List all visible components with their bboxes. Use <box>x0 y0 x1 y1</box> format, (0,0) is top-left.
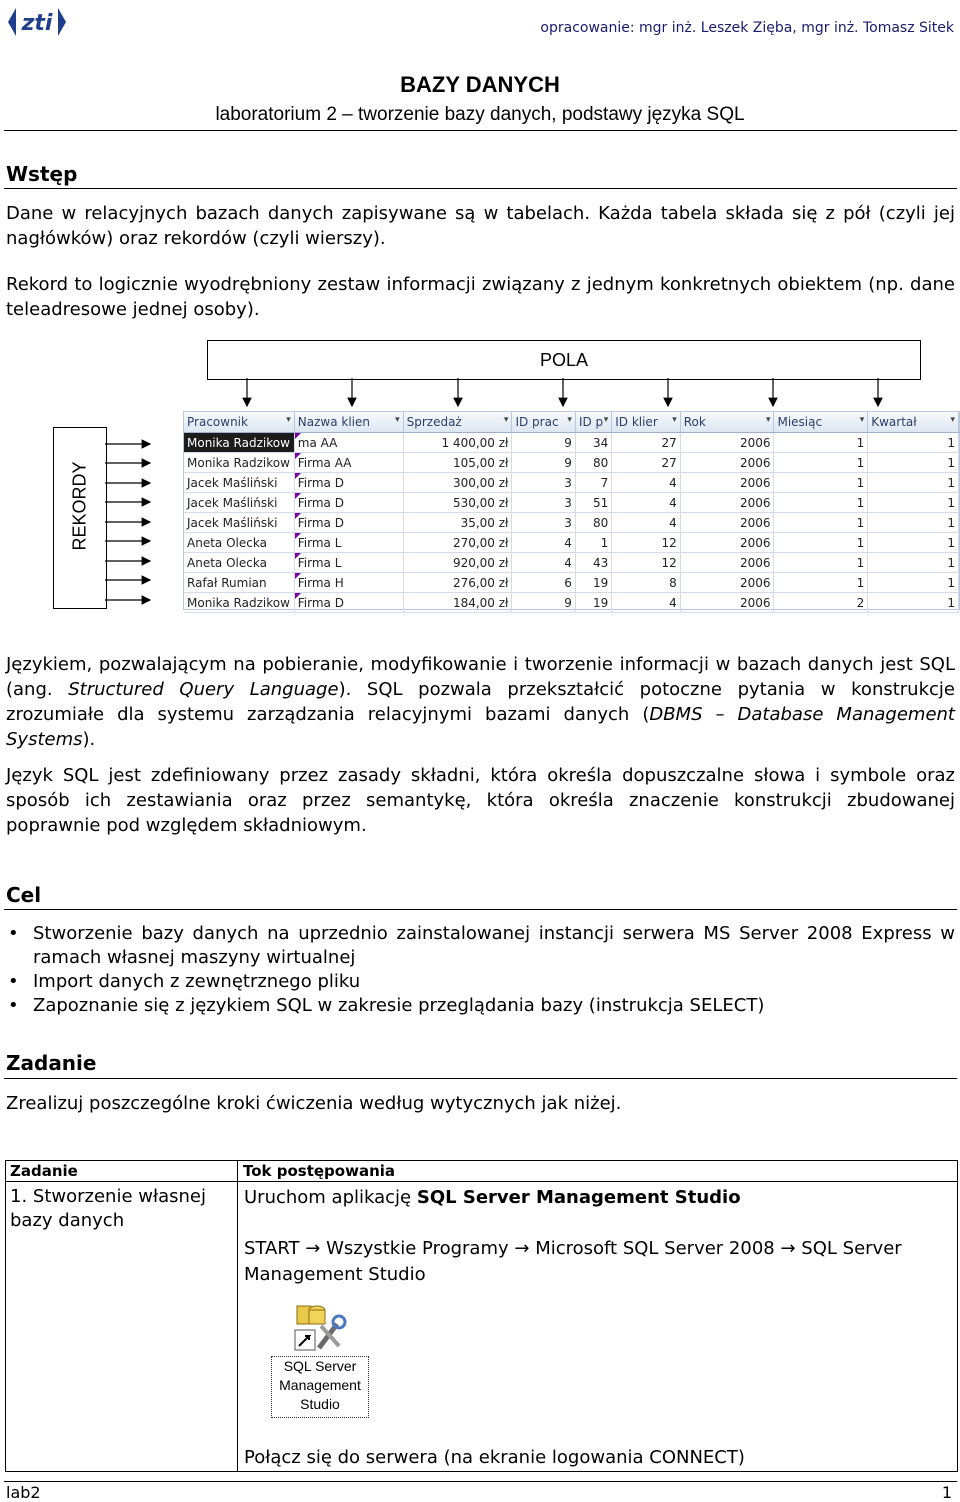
grid-cell[interactable]: 35,00 zł <box>403 513 512 533</box>
ssms-shortcut-label[interactable]: SQL Server Management Studio <box>271 1356 369 1418</box>
grid-cell[interactable]: 3 <box>512 513 575 533</box>
ssms-icon <box>293 1304 349 1354</box>
grid-cell[interactable]: 184,00 zł <box>403 593 512 613</box>
grid-cell[interactable]: 1 <box>774 573 868 593</box>
step-launch-ssms <box>244 1185 944 1211</box>
grid-cell[interactable]: Firma H <box>294 573 403 593</box>
sample-data-grid <box>183 411 960 610</box>
text-span: ). SQL pozwala przekształcić potoczne pytania w konstrukcje zrozumiałe dla systemu zarządzania relacyjnymi bazami danych ( <box>6 679 955 725</box>
grid-cell[interactable]: 1 <box>868 533 959 553</box>
grid-cell[interactable]: 2006 <box>680 513 774 533</box>
grid-cell[interactable]: 27 <box>612 433 681 453</box>
section-divider <box>4 188 957 189</box>
grid-cell[interactable]: Firma L <box>294 553 403 573</box>
grid-cell[interactable]: 530,00 zł <box>403 493 512 513</box>
section-divider <box>4 909 957 910</box>
grid-cell[interactable]: 1 <box>868 473 959 493</box>
grid-cell[interactable]: 2006 <box>680 433 774 453</box>
table-header-line <box>6 1181 957 1182</box>
lookup-marker-icon <box>295 473 301 479</box>
grid-cell[interactable]: 1 <box>774 473 868 493</box>
italic-term: Structured Query Language <box>68 679 339 700</box>
section-heading-cel: Cel <box>6 883 42 907</box>
grid-cell[interactable]: 12 <box>612 533 681 553</box>
footer-divider <box>4 1481 957 1482</box>
grid-cell[interactable]: 1 <box>868 553 959 573</box>
grid-cell[interactable]: 2006 <box>680 473 774 493</box>
grid-cell[interactable]: 51 <box>575 493 611 513</box>
grid-row[interactable] <box>184 593 959 613</box>
grid-row[interactable] <box>184 513 959 533</box>
grid-cell[interactable]: 4 <box>512 553 575 573</box>
lookup-marker-icon <box>295 593 301 599</box>
grid-row[interactable] <box>184 533 959 553</box>
grid-cell[interactable]: Rafał Rumian <box>184 573 294 593</box>
page-title: BAZY DANYCH <box>400 72 560 97</box>
grid-cell[interactable]: 2006 <box>680 453 774 473</box>
grid-cell[interactable]: 43 <box>575 553 611 573</box>
paragraph: Język SQL jest zdefiniowany przez zasady składni, która określa dopuszczalne słowa i symbole oraz sposób ich zestawiania oraz przez semantykę, która określa znaczenie konstrukcji zbudowanej poprawnie pod względem składniowym. <box>6 765 955 836</box>
grid-cell[interactable]: 3 <box>512 473 575 493</box>
goal-item: • Stworzenie bazy danych na uprzednio zainstalowanej instancji serwera MS Server 2008 Express w ramach własnej maszyny wirtualnej <box>6 922 955 970</box>
page-subtitle: laboratorium 2 – tworzenie bazy danych, podstawy języka SQL <box>215 104 745 125</box>
grid-cell[interactable]: 6 <box>512 573 575 593</box>
grid-cell[interactable]: 2006 <box>680 493 774 513</box>
goals-list <box>6 922 955 1018</box>
paragraph: Zrealizuj poszczególne kroki ćwiczenia według wytycznych jak niżej. <box>6 1093 622 1114</box>
grid-cell[interactable]: Jacek Maśliński <box>184 493 294 513</box>
grid-cell[interactable]: 2006 <box>680 553 774 573</box>
grid-cell[interactable]: Firma D <box>294 493 403 513</box>
grid-cell[interactable]: Jacek Maśliński <box>184 473 294 493</box>
grid-row[interactable] <box>184 453 959 473</box>
grid-cell[interactable]: 1 <box>575 533 611 553</box>
zti-logo-graphic <box>6 6 68 38</box>
text-span: Językiem, pozwalającym na pobieranie, modyfikowanie i tworzenie informacji w bazach danych jest SQL (ang. <box>6 654 955 700</box>
arrow-icon: → <box>514 1238 530 1259</box>
task-table <box>5 1160 958 1472</box>
grid-row[interactable] <box>184 553 959 573</box>
grid-row[interactable] <box>184 473 959 493</box>
grid-cell[interactable]: 1 <box>774 493 868 513</box>
field-arrows <box>247 378 878 406</box>
grid-column-header[interactable]: ID p ▾ <box>575 412 611 433</box>
path-item: SQL Server Management Studio <box>244 1238 902 1285</box>
grid-cell[interactable]: 300,00 zł <box>403 473 512 493</box>
step-connect: Połącz się do serwera (na ekranie logowania CONNECT) <box>244 1447 745 1468</box>
arrow-icon: → <box>305 1238 321 1259</box>
lookup-marker-icon <box>295 513 301 519</box>
paragraph-sql-intro <box>6 652 955 752</box>
grid-row[interactable] <box>184 433 959 453</box>
step-text: Uruchom aplikację <box>244 1187 417 1208</box>
lookup-marker-icon <box>295 573 301 579</box>
record-arrows <box>105 444 150 600</box>
grid-column-header[interactable]: ID klier ▾ <box>612 412 681 433</box>
grid-cell[interactable]: Jacek Maśliński <box>184 513 294 533</box>
grid-cell[interactable]: 12 <box>612 553 681 573</box>
grid-cell[interactable]: 4 <box>612 493 681 513</box>
grid-column-header[interactable]: Sprzedaż ▾ <box>403 412 512 433</box>
grid-cell[interactable]: 4 <box>612 473 681 493</box>
fields-label-box <box>207 340 921 380</box>
goal-item: • Import danych z zewnętrznego pliku <box>6 970 955 994</box>
path-item: Microsoft SQL Server 2008 <box>535 1238 775 1259</box>
grid-cell[interactable]: 1 <box>868 453 959 473</box>
grid-cell[interactable]: 1 <box>868 513 959 533</box>
grid-cell[interactable]: Firma AA <box>294 453 403 473</box>
grid-cell[interactable]: 80 <box>575 513 611 533</box>
grid-cell[interactable]: Firma D <box>294 513 403 533</box>
authors: opracowanie: mgr inż. Leszek Zięba, mgr inż. Tomasz Sitek <box>540 20 954 36</box>
grid-cell[interactable]: 34 <box>575 433 611 453</box>
grid-cell[interactable]: 1 <box>774 513 868 533</box>
lookup-marker-icon <box>295 453 301 459</box>
grid-column-header[interactable]: Miesiąc ▾ <box>774 412 868 433</box>
grid-cell[interactable]: Aneta Olecka <box>184 553 294 573</box>
grid-column-header[interactable]: Nazwa klien ▾ <box>294 412 403 433</box>
grid-cell[interactable]: 1 <box>774 553 868 573</box>
grid-cell[interactable]: 80 <box>575 453 611 473</box>
section-divider <box>4 1078 957 1079</box>
grid-cell[interactable]: 27 <box>612 453 681 473</box>
grid-cell[interactable]: Firma D <box>294 593 403 613</box>
title-divider <box>4 130 957 131</box>
goal-item: • Zapoznanie się z językiem SQL w zakresie przeglądania bazy (instrukcja SELECT) <box>6 994 955 1018</box>
records-label: REKORDY <box>69 461 90 551</box>
fields-label: POLA <box>539 350 589 370</box>
section-heading-wstep: Wstęp <box>6 162 78 186</box>
grid-cell[interactable]: 9 <box>512 593 575 613</box>
path-item: Wszystkie Programy <box>326 1238 509 1259</box>
grid-cell[interactable]: ma AA <box>294 433 403 453</box>
grid-cell[interactable]: 9 <box>512 453 575 473</box>
page-number: 1 <box>941 1483 952 1502</box>
grid-cell[interactable]: 2006 <box>680 533 774 553</box>
grid-column-header[interactable]: ID prac ▾ <box>512 412 575 433</box>
grid-cell[interactable]: 3 <box>512 493 575 513</box>
arrow-icon: → <box>780 1238 796 1259</box>
grid-cell[interactable]: 1 <box>774 433 868 453</box>
app-name: SQL Server Management Studio <box>416 1187 741 1208</box>
grid-cell[interactable]: Aneta Olecka <box>184 533 294 553</box>
grid-cell[interactable]: 1 <box>868 573 959 593</box>
start-menu-path <box>244 1236 944 1288</box>
grid-column-header[interactable]: Rok ▾ <box>680 412 774 433</box>
table-header-procedure: Tok postępowania <box>243 1162 396 1180</box>
grid-cell[interactable]: 9 <box>512 433 575 453</box>
paragraph: Dane w relacyjnych bazach danych zapisywane są w tabelach. Każda tabela składa się z pół (czyli jej nagłówków) oraz rekordów (czyli wierszy). <box>6 203 955 249</box>
zti-logo-text: zti <box>21 11 53 36</box>
section-heading-zadanie: Zadanie <box>6 1051 97 1075</box>
grid-cell[interactable]: 1 400,00 zł <box>403 433 512 453</box>
grid-cell[interactable]: 1 <box>868 593 959 613</box>
zti-logo <box>6 6 68 38</box>
text-span: ). <box>82 729 96 750</box>
lookup-marker-icon <box>295 493 301 499</box>
grid-cell[interactable]: 2006 <box>680 593 774 613</box>
grid-cell[interactable]: 920,00 zł <box>403 553 512 573</box>
grid-cell[interactable]: 19 <box>575 593 611 613</box>
lookup-marker-icon <box>295 553 301 559</box>
grid-column-header[interactable]: Kwartał ▾ <box>868 412 959 433</box>
grid-header-row <box>184 412 959 433</box>
grid-cell[interactable]: 19 <box>575 573 611 593</box>
ssms-shortcut-icon[interactable] <box>293 1304 349 1359</box>
grid-row[interactable] <box>184 573 959 593</box>
grid-cell[interactable]: 276,00 zł <box>403 573 512 593</box>
grid-cell[interactable]: Monika Radzikow <box>184 593 294 613</box>
grid-cell[interactable]: 8 <box>612 573 681 593</box>
footer-lab-label: lab2 <box>6 1483 41 1502</box>
grid-cell[interactable]: 2006 <box>680 573 774 593</box>
grid-cell[interactable]: 1 <box>774 533 868 553</box>
grid-cell[interactable]: Monika Radzikow <box>184 433 294 453</box>
paragraph: Rekord to logicznie wyodrębniony zestaw informacji związany z jednym konkretnych obiektem (np. dane teleadresowe jednej osoby). <box>6 274 955 320</box>
grid-cell[interactable]: 105,00 zł <box>403 453 512 473</box>
grid-cell[interactable]: 4 <box>612 593 681 613</box>
path-item: START <box>244 1238 300 1259</box>
grid-cell[interactable]: 1 <box>868 433 959 453</box>
grid-cell[interactable]: 1 <box>774 453 868 473</box>
grid-cell[interactable]: 7 <box>575 473 611 493</box>
table-header-task: Zadanie <box>10 1162 78 1180</box>
grid-column-header[interactable]: Pracownik ▾ <box>184 412 294 433</box>
grid-cell[interactable]: 4 <box>612 513 681 533</box>
lookup-marker-icon <box>295 433 301 439</box>
grid-cell[interactable]: 270,00 zł <box>403 533 512 553</box>
task-name: 1. Stworzenie własnej bazy danych <box>10 1186 206 1231</box>
grid-row[interactable] <box>184 493 959 513</box>
lookup-marker-icon <box>295 533 301 539</box>
grid-cell[interactable]: Firma L <box>294 533 403 553</box>
grid-cell[interactable]: Monika Radzikow <box>184 453 294 473</box>
grid-cell[interactable]: 2 <box>774 593 868 613</box>
grid-cell[interactable]: 1 <box>868 493 959 513</box>
grid-cell[interactable]: 4 <box>512 533 575 553</box>
italic-term: DBMS – Database Management Systems <box>6 704 955 750</box>
grid-cell[interactable]: Firma D <box>294 473 403 493</box>
